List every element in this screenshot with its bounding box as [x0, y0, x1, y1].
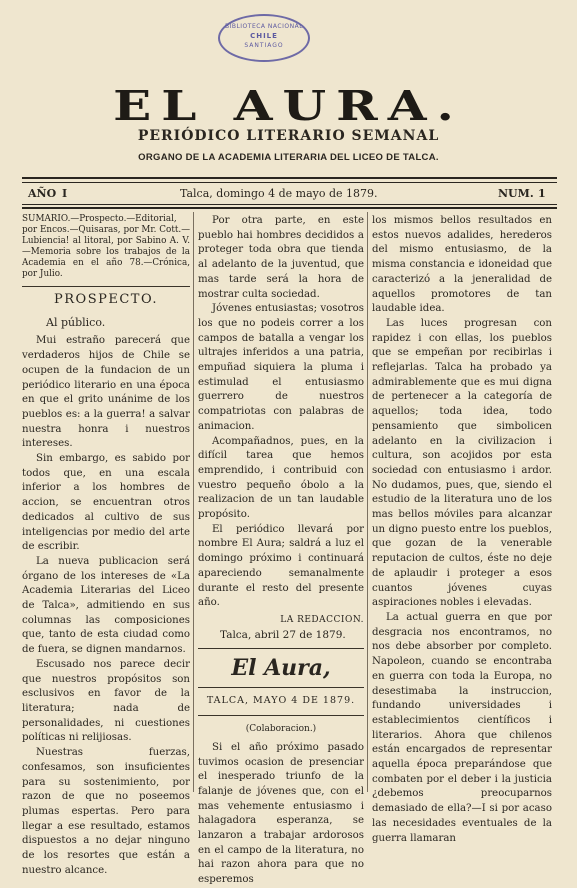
masthead-title: EL AURA.	[113, 81, 464, 130]
signature: LA REDACCION.	[280, 614, 364, 625]
collaboration-label: (Colaboracion.)	[245, 724, 317, 735]
issue-number-label: NUM.	[498, 187, 534, 200]
rule-divider	[22, 182, 557, 183]
place-date: Talca, domingo 4 de mayo de 1879.	[180, 187, 378, 200]
year-value: I	[62, 187, 68, 200]
paragraph: los mismos bellos resultados en estos nuevos adalides, herederos del mismo entusiasmo, de la misma constancia e idoneidad que caracterizó a la jeneralidad de aquellos promotores de tan laudable idea.	[372, 215, 552, 315]
column-1	[22, 214, 190, 878]
rule-divider	[22, 207, 557, 209]
stamp-line-3: SANTIAGO	[244, 42, 284, 49]
place-date-line: Talca, abril 27 de 1879.	[220, 628, 346, 641]
section-divider	[198, 715, 364, 716]
paragraph: La actual guerra en que por desgracia nos encontramos, no nos debe absorber por completo. Napoleon, cuando se encontraba en guerra con toda la Europa, no desestimaba la instruccion, fundando universidades i establecimientos científicos i literarios. Ahora que chilenos están encargados de representar aquella época preparándose que combaten por el deber i la justicia ¿debemos preocuparnos demasiado de ella?—I si por acaso las necesidades eventuales de la guerra llamaran	[372, 611, 552, 844]
column-3	[372, 214, 552, 846]
column-divider	[367, 212, 368, 792]
editorial-dateline: TALCA, MAYO 4 DE 1879.	[206, 695, 356, 707]
section-divider	[22, 286, 190, 287]
paragraph: Jóvenes entusiastas; vosotros los que no podeis correr a los campos de batalla a vengar los ultrajes inferidos a una patria, empuñad siquiera la pluma i estimulad el entusiasmo guerrero de nuestros compatriotas con palabras de animacion.	[198, 303, 364, 432]
stamp-line-2: CHILE	[250, 32, 278, 40]
paragraph: Si el año próximo pasado tuvimos ocasion de presenciar el inesperado triunfo de la falanje de jóvenes que, con el mas vehemente entusiasmo i halagadora esperanza, se lanzaron a trabajar ardorosos en el campo de la literatura, no hai razon ahora para que no esperemos	[198, 741, 364, 886]
paragraph: Acompañadnos, pues, en la difícil tarea que hemos emprendido, i contribuid con vuestro pequeño óbolo a la realizacion de un tan laudable propósito.	[198, 435, 364, 521]
masthead-subtitle: PERIÓDICO LITERARIO SEMANAL	[137, 128, 440, 144]
prospecto-heading: PROSPECTO.	[54, 292, 158, 307]
paragraph: El periódico llevará por nombre El Aura; saldrá a luz el domingo próximo i continuará apareciendo semanalmente durante el resto del presente año.	[198, 523, 364, 609]
paragraph: La nueva publicacion será órgano de los intereses de «La Academia Literarias del Liceo de Talca», admitiendo en sus columnas las composiciones que, tanto de esta ciudad como de fuera, se dignen mandarnos.	[22, 555, 190, 656]
paragraph: Las luces progresan con rapidez i con ellas, los pueblos que se empeñan por recibirlas i reflejarlas. Talca ha probado ya admirablemente que es mui digna de pertenecer a la categoría de aquellos; toda idea, todo pensamiento que simbolicen adelanto en la civilizacion i cultura, son acojidos por esta sociedad con entusiasmo i ardor. No dudamos, pues, que, siendo el estudio de la literatura uno de los mas bellos móviles para alcanzar un digno puesto entre los pueblos, que gozan de la venerable reputacion de cultos, éste no deje de aplaudir i proteger a esos cuantos jóvenes cuyas aspiraciones nobles i elevadas.	[372, 317, 552, 609]
library-stamp	[218, 14, 310, 62]
paragraph: Por otra parte, en este pueblo hai hombres decididos a proteger toda obra que tienda al adelanto de la juventud, que mas tarde será la hora de mostrar culta sociedad.	[198, 215, 364, 300]
salutation: Al público.	[46, 315, 106, 329]
section-divider	[198, 648, 364, 649]
year-label: AÑO	[28, 187, 57, 200]
section-divider	[198, 687, 364, 688]
column-2	[198, 214, 364, 888]
paragraph: Escusado nos parece decir que nuestros propósitos son esclusivos en favor de la literatura; nada de personalidades, ni cuestiones políticas ni relijiosas.	[22, 658, 190, 744]
paragraph: Nuestras fuerzas, confesamos, son insuficientes para su sostenimiento, por razon de que no poseemos plumas espertas. Pero para llegar a ese resultado, estamos dispuestos a no dejar ninguno de los resortes que están a nuestro alcance.	[22, 747, 190, 876]
rule-divider	[22, 177, 557, 179]
issue-number-value: 1	[538, 187, 546, 200]
stamp-line-1: BIBLIOTECA NACIONAL	[224, 23, 304, 30]
paragraph: Sin embargo, es sabido por todos que, en una escala inferior a los hombres de accion, se encuentran otros dedicados al cultivo de sus inteligencias por medio del arte de escribir.	[22, 453, 190, 553]
column-divider	[193, 212, 194, 792]
rule-divider	[22, 204, 557, 205]
summary-block: SUMARIO.—Prospecto.—Editorial, por Encos.—Quisaras, por Mr. Cott.—Lubiencia! al litoral, por Sabino A. V.—Memoria sobre los trabajos de la Academia en el año 78.—Crónica, por Julio.	[22, 214, 190, 279]
editorial-title: El Aura,	[231, 655, 331, 682]
dateline	[28, 187, 548, 203]
masthead-organ: ORGANO DE LA ACADEMIA LITERARIA DEL LICEO DE TALCA.	[138, 152, 439, 163]
paragraph: Mui estraño parecerá que verdaderos hijos de Chile se ocupen de la fundacion de un periódico literario en una época en que el grito unánime de los pueblos es: a la guerra! a salvar nuestra honra i nuestros intereses.	[22, 335, 190, 450]
